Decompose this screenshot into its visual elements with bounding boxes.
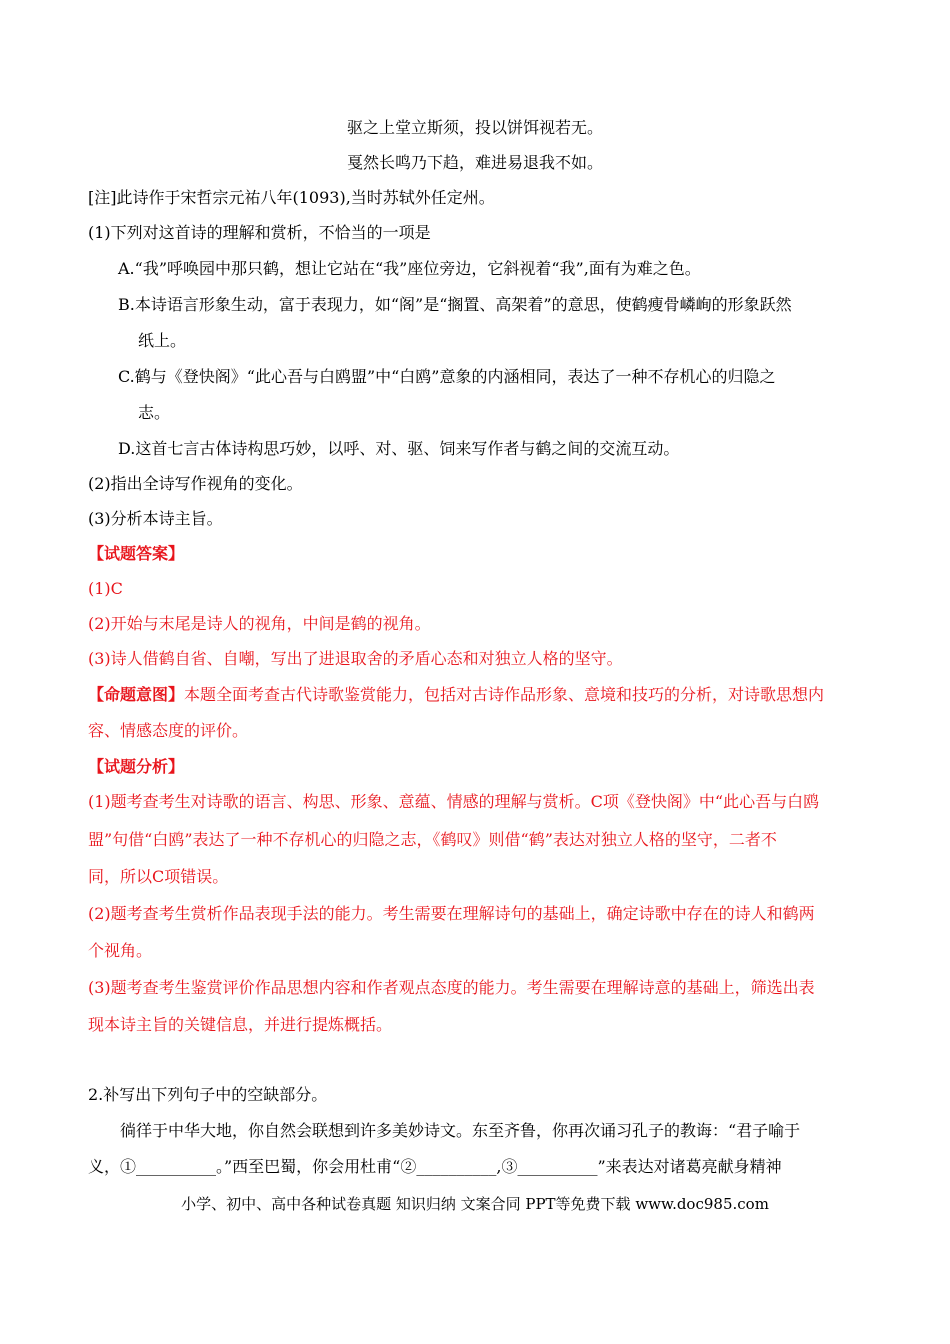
answer-1: (1)C <box>88 579 123 598</box>
question-1: (1)下列对这首诗的理解和赏析，不恰当的一项是 <box>88 223 431 242</box>
paragraph-line-1: 徜徉于中华大地，你自然会联想到许多美妙诗文。东至齐鲁，你再次诵习孔子的教诲：“君子喻于 <box>120 1121 801 1140</box>
footer: 小学、初中、高中各种试卷真题 知识归纳 文案合同 PPT等免费下载 www.doc985.com <box>181 1195 769 1213</box>
analysis-1-line-1: (1)题考查考生对诗歌的语言、构思、形象、意蕴、情感的理解与赏析。C项《登快阁》中“此心吾与白鸥 <box>88 792 820 811</box>
analysis-1-line-3: 同，所以C项错误。 <box>88 867 229 886</box>
analysis-heading: 【试题分析】 <box>88 757 185 776</box>
analysis-2-line-1: (2)题考查考生赏析作品表现手法的能力。考生需要在理解诗句的基础上，确定诗歌中存在的诗人和鹤两 <box>88 904 815 923</box>
poem-line-2: 戛然长鸣乃下趋，难进易退我不如。 <box>346 153 603 172</box>
poem-line-1: 驱之上堂立斯须，投以饼饵视若无。 <box>346 118 603 137</box>
option-c-line-2: 志。 <box>138 403 171 422</box>
option-b-line-1: B.本诗语言形象生动，富于表现力，如“阁”是“搁置、高架着”的意思，使鹤瘦骨嶙峋的形象跃然 <box>118 295 792 314</box>
paragraph-line-2: 义，①__________。”西至巴蜀，你会用杜甫“②__________,③__________”来表达对诸葛亮献身精神 <box>88 1157 782 1176</box>
answer-3: (3)诗人借鹤自省、自嘲，写出了进退取舍的矛盾心态和对独立人格的坚守。 <box>88 649 623 668</box>
question-2: (2)指出全诗写作视角的变化。 <box>88 474 303 493</box>
answer-2: (2)开始与末尾是诗人的视角，中间是鹤的视角。 <box>88 614 431 633</box>
option-b-line-2: 纸上。 <box>138 331 187 350</box>
question-3: (3)分析本诗主旨。 <box>88 509 223 528</box>
option-a: A.“我”呼唤园中那只鹤，想让它站在“我”座位旁边，它斜视着“我”,面有为难之色。 <box>118 259 701 278</box>
note: [注]此诗作于宋哲宗元祐八年(1093),当时苏轼外任定州。 <box>88 188 495 207</box>
intent-text: 本题全面考查古代诗歌鉴赏能力，包括对古诗作品形象、意境和技巧的分析，对诗歌思想内 <box>184 685 825 704</box>
intent-line-2: 容、情感态度的评价。 <box>88 721 249 740</box>
analysis-1-line-2: 盟”句借“白鸥”表达了一种不存机心的归隐之志，《鹤叹》则借“鹤”表达对独立人格的坚守，二者不 <box>88 830 777 849</box>
intent-label: 【命题意图】 <box>88 685 185 704</box>
option-d: D.这首七言古体诗构思巧妙，以呼、对、驱、饲来写作者与鹤之间的交流互动。 <box>118 439 680 458</box>
intent-line-1 <box>88 684 824 706</box>
analysis-3-line-2: 现本诗主旨的关键信息，并进行提炼概括。 <box>88 1015 393 1034</box>
answer-heading: 【试题答案】 <box>88 544 185 563</box>
option-c-line-1: C.鹤与《登快阁》“此心吾与白鸥盟”中“白鸥”意象的内涵相同，表达了一种不存机心的归隐之 <box>118 367 776 386</box>
analysis-2-line-2: 个视角。 <box>88 941 153 960</box>
analysis-3-line-1: (3)题考查考生鉴赏评价作品思想内容和作者观点态度的能力。考生需要在理解诗意的基础上，筛选出表 <box>88 978 815 997</box>
question-2-next: 2.补写出下列句子中的空缺部分。 <box>88 1085 328 1104</box>
